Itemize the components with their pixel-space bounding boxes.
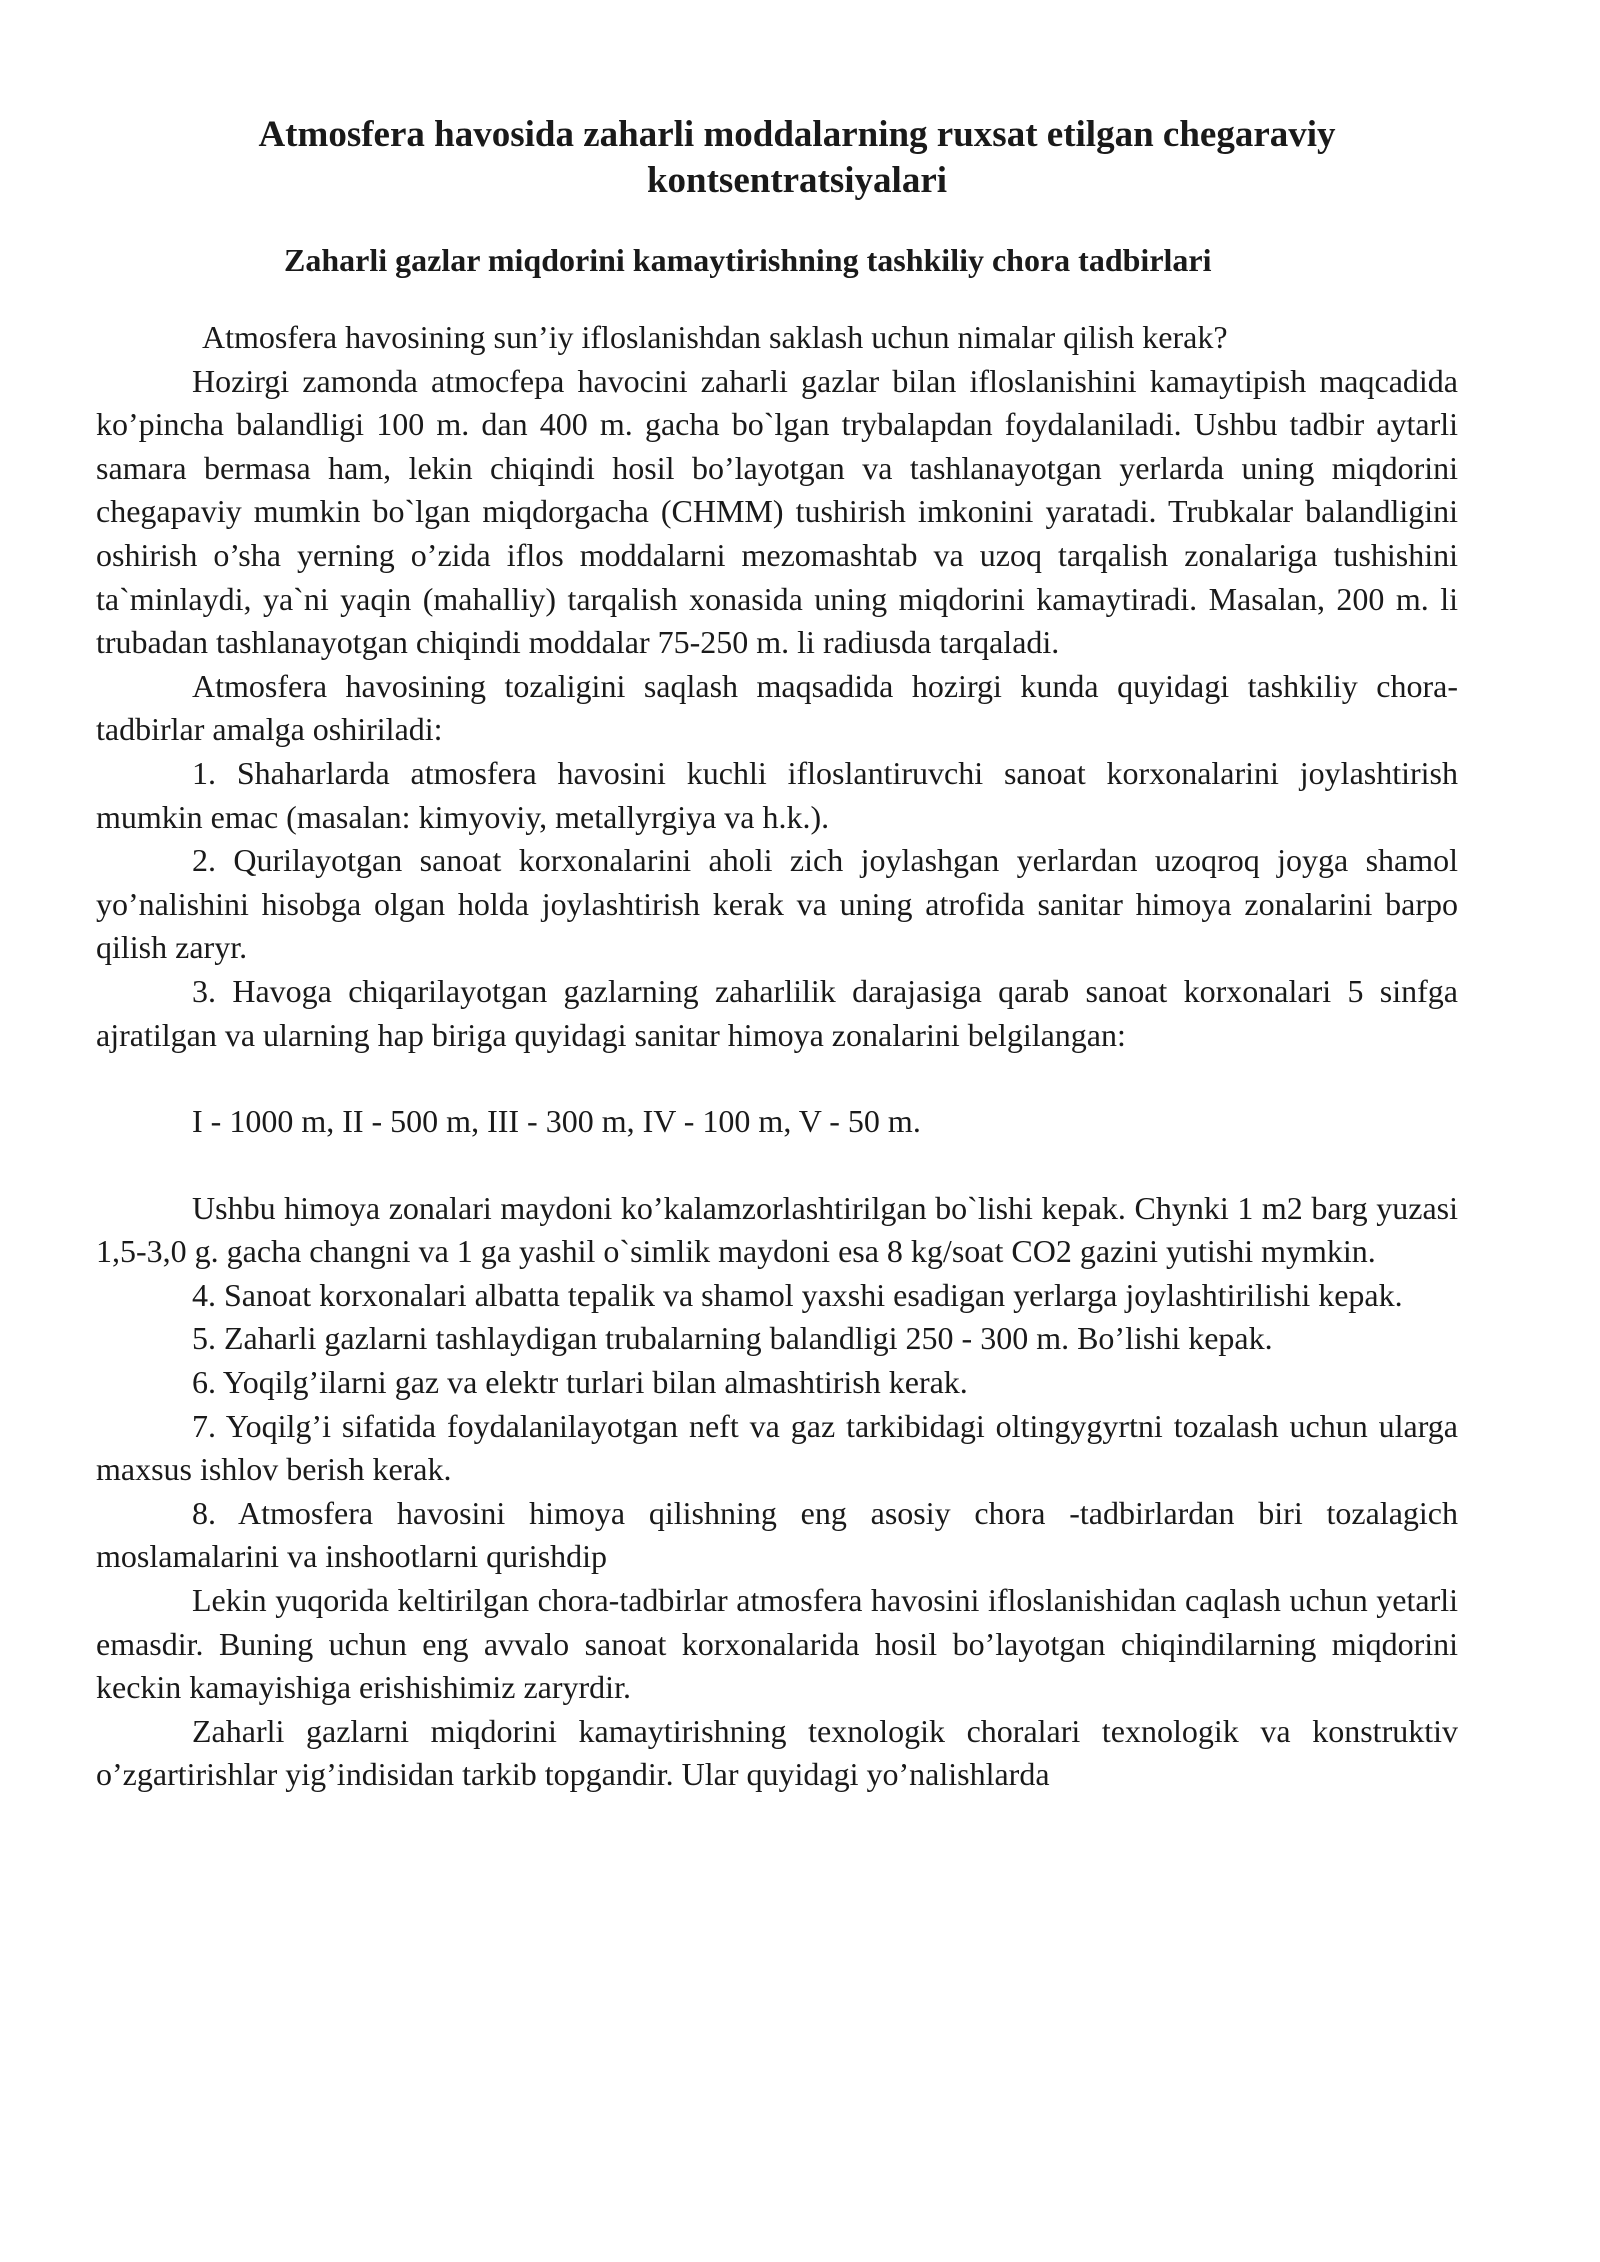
lead-question: Atmosfera havosining sun’iy ifloslanishdan saklash uchun nimalar qilish kerak? [202, 319, 1228, 355]
list-item-4: 4. Sanoat korxonalari albatta tepalik va shamol yaxshi esadigan yerlarga joylashtirilishi kepak. [192, 1276, 1403, 1313]
sanitary-zones-line: I - 1000 m, II - 500 m, III - 300 m, IV - 100 m, V - 50 m. [192, 1103, 921, 1140]
list-item-6: 6. Yoqilg’ilarni gaz va elektr turlari bilan almashtirish kerak. [192, 1364, 968, 1401]
paragraph-tall-stacks: Hozirgi zamonda atmocfepa havocini zaharli gazlar bilan ifloslanishini kamaytipish maqcadida ko’pincha balandligi 100 m. dan 400 m. gacha bo`lgan trybalapdan foydalaniladi. Ushbu tadbir aytarli samara bermasa ham, lekin chiqindi hosil bo’layotgan va tashlanayotgan yerlarda uning miqdorini chegapaviy mumkin bo`lgan miqdorgacha (CHMM) tushirish imkonini yaratadi. Trubkalar balandligini oshirish o’sha yerning o’zida iflos moddalarni mezomashtab va uzoq tarqalish zonalariga tushishini ta`minlaydi, ya`ni yaqin (mahalliy) tarqalish xonasida uning miqdorini kamaytiradi. Masalan, 200 m. li trubadan tashlanayotgan chiqindi moddalar 75-250 m. li radiusda tarqaladi. [96, 362, 1458, 661]
list-item-2: 2. Qurilayotgan sanoat korxonalarini aholi zich joylashgan yerlardan uzoqroq joyga shamol yo’nalishini hisobga olgan holda joylashtirish kerak va uning atrofida sanitar himoya zonalarini barpo qilish zaryr. [96, 842, 1458, 966]
paragraph-technological-measures: Zaharli gazlarni miqdorini kamaytirishning texnologik choralari texnologik va konstruktiv o’zgartirishlar yig’indisidan tarkib topgandir. Ular quyidagi yo’nalishlarda [96, 1712, 1458, 1793]
list-item-3: 3. Havoga chiqarilayotgan gazlarning zaharlilik darajasiga qarab sanoat korxonalari 5 sinfga ajratilgan va ularning hap biriga quyidagi sanitar himoya zonalarini belgilangan: [96, 972, 1458, 1053]
paragraph-measures-intro: Atmosfera havosining tozaligini saqlash maqsadida hozirgi kunda quyidagi tashkiliy chora-tadbirlar amalga oshiriladi: [96, 667, 1458, 748]
paragraph-green-zones: Ushbu himoya zonalari maydoni ko’kalamzorlashtirilgan bo`lishi kepak. Chynki 1 m2 barg yuzasi 1,5-3,0 g. gacha changni va 1 ga yashil o`simlik maydoni esa 8 kg/soat CO2 gazini yutishi mymkin. [96, 1189, 1458, 1270]
list-item-8: 8. Atmosfera havosini himoya qilishning eng asosiy chora -tadbirlardan biri tozalagich moslamalarini va inshootlarni qurishdip [96, 1494, 1458, 1575]
list-item-7: 7. Yoqilg’i sifatida foydalanilayotgan neft va gaz tarkibidagi oltingygyrtni tozalash uchun ularga maxsus ishlov berish kerak. [96, 1407, 1458, 1488]
page-title: Atmosfera havosida zaharli moddalarning ruxsat etilgan chegaraviy kontsentratsiyalari [258, 114, 1336, 201]
paragraph-insufficient-measures: Lekin yuqorida keltirilgan chora-tadbirlar atmosfera havosini ifloslanishidan caqlash uchun yetarli emasdir. Buning uchun eng avvalo sanoat korxonalarida hosil bo’layotgan chiqindilarning miqdorini keckin kamayishiga erishishimiz zaryrdir. [96, 1582, 1458, 1706]
list-item-1: 1. Shaharlarda atmosfera havosini kuchli ifloslantiruvchi sanoat korxonalarini joylashtirish mumkin emac (masalan: kimyoviy, metallyrgiya va h.k.). [96, 754, 1458, 835]
section-subtitle: Zaharli gazlar miqdorini kamaytirishning tashkiliy chora tadbirlari [284, 242, 1212, 278]
list-item-5: 5. Zaharli gazlarni tashlaydigan trubalarning balandligi 250 - 300 m. Bo’lishi kepak. [192, 1320, 1273, 1357]
